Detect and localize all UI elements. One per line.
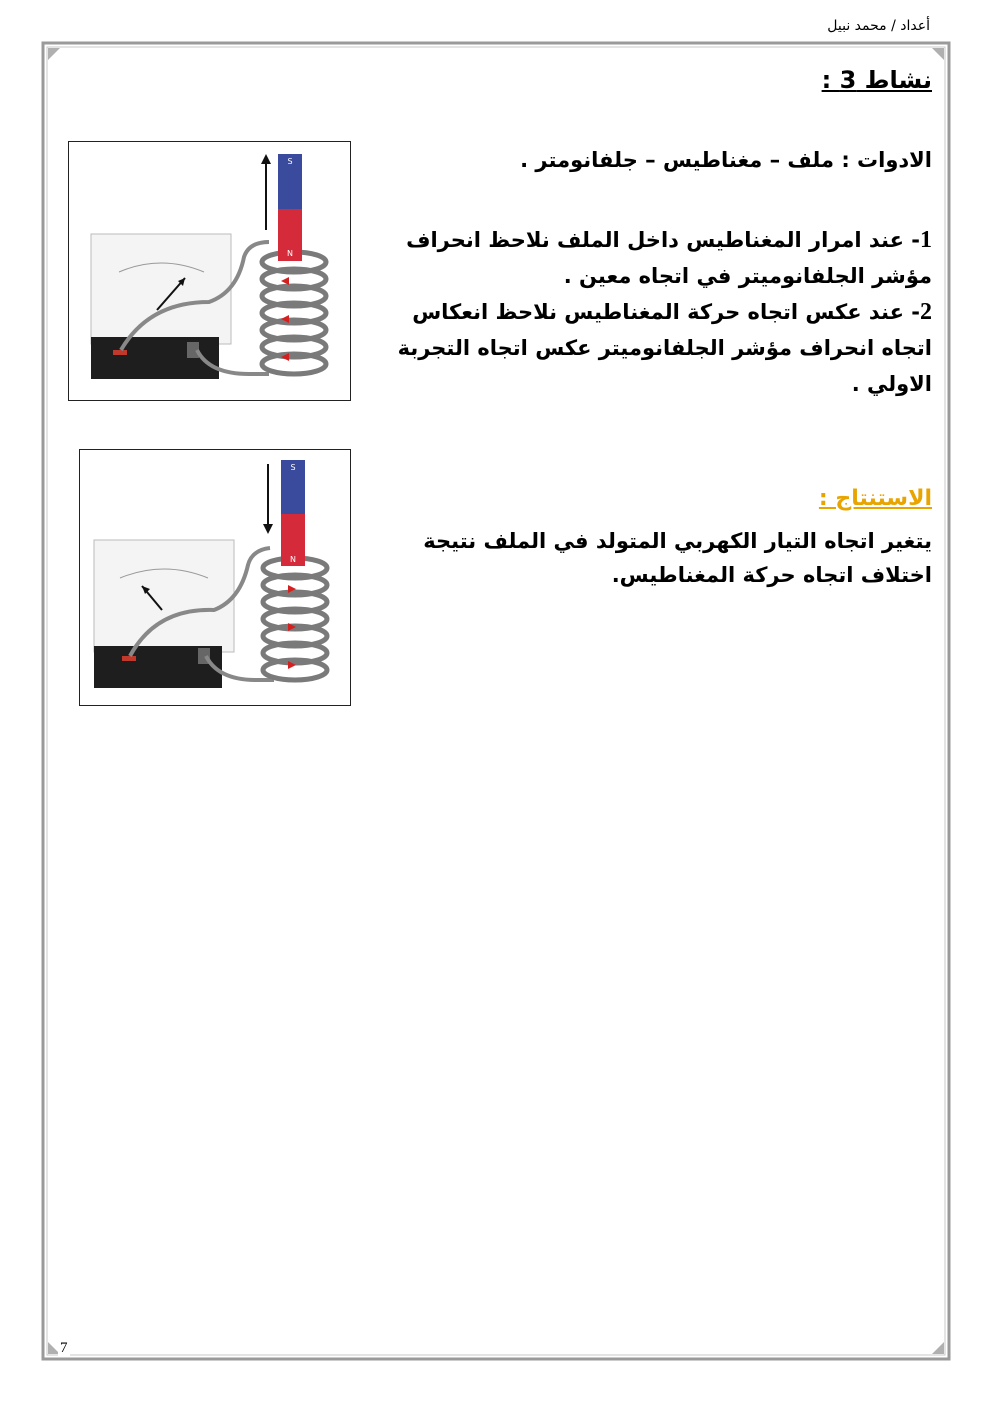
magnet-north-label: N <box>287 249 293 258</box>
observations <box>372 222 932 402</box>
magnet-south-label: S <box>287 157 293 166</box>
tools-line: الادوات : ملف – مغناطيس – جلفانومتر . <box>520 148 932 172</box>
observation-2: 2- عند عكس اتجاه حركة المغناطيس نلاحظ انعكاس اتجاه انحراف مؤشر الجلفانوميتر عكس اتجاه التجربة الاولي . <box>397 299 932 396</box>
magnet-north-label: N <box>290 555 296 564</box>
motion-down-arrow-icon <box>263 524 273 534</box>
magnet-south-label: S <box>290 463 296 472</box>
activity-title: نشاط 3 : <box>821 66 932 94</box>
observation-1: 1- عند امرار المغناطيس داخل الملف نلاحظ انحراف مؤشر الجلفانوميتر في اتجاه معين . <box>406 227 932 288</box>
page-number: 7 <box>60 1340 68 1356</box>
experiment-figure-magnet-down <box>79 449 351 706</box>
motion-up-arrow-icon <box>261 154 271 164</box>
conclusion-title: الاستنتاج : <box>818 486 932 511</box>
conclusion-text: يتغير اتجاه التيار الكهربي المتولد في الملف نتيجة اختلاف اتجاه حركة المغناطيس. <box>423 529 932 587</box>
experiment-figure-magnet-up <box>68 141 351 401</box>
author-credit: أعداد / محمد نبيل <box>827 18 930 34</box>
